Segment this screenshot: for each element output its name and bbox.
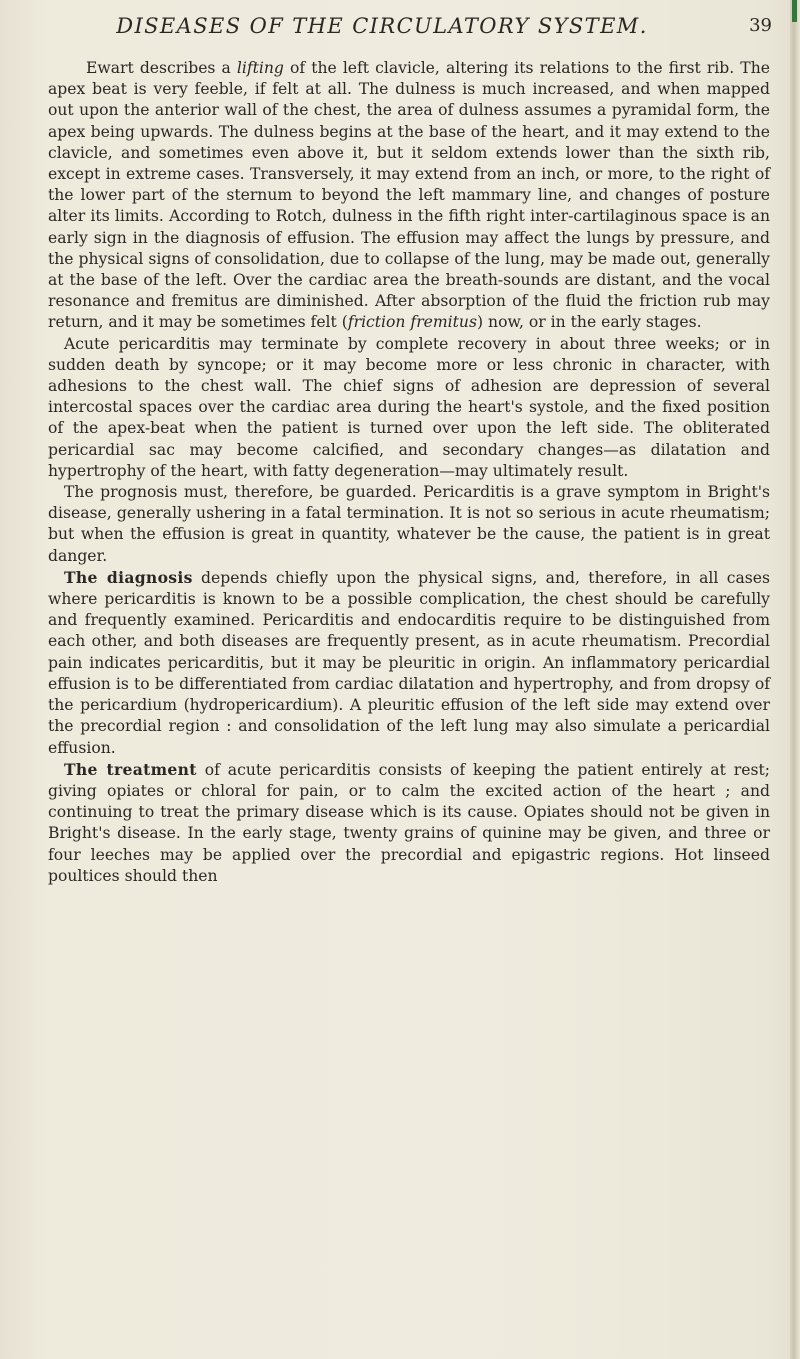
running-title: DISEASES OF THE CIRCULATORY SYSTEM. — [116, 14, 648, 38]
text-run: depends chiefly upon the physical signs, and, therefore, in all cases where pericarditis is known to be a possible complication, the chest should be carefully and frequently examined. Pericarditis and endocarditis require to be distinguished from each other, and both diseases are frequently present, as in acute rheumatism. Precordial pain indicates pericarditis, but it may be pleuritic in origin. An inflammatory pericardial effusion is to be differentiated from cardiac dilatation and hypertrophy, and from dropsy of the pericardium (hydropericardium). A pleuritic effusion of the left side may extend over the precordial region : and consolidation of the left lung may also simulate a pericardial effusion. — [48, 568, 770, 757]
term-treatment: The treatment — [64, 759, 197, 779]
text-run: of the left clavicle, altering its relations to the first rib. The apex beat is very feeble, if felt at all. The dulness is much increased, and when mapped out upon the anterior wall of the chest, the area of dulness assumes a pyramidal form, the apex being upwards. The dulness begins at the base of the heart, and it may extend to the clavicle, and sometimes even above it, but it seldom extends lower than the sixth rib, except in extreme cases. Transversely, it may extend from an inch, or more, to the right of the lower part of the sternum to beyond the left mammary line, and changes of posture alter its limits. According to Rotch, dulness in the fifth right inter-cartilaginous space is an early sign in the diagnosis of effusion. The effusion may affect the lungs by pressure, and the physical signs of consolidation, due to collapse of the lung, may be made out, generally at the base of the left. Over the cardiac area the breath-sounds are distant, and the vocal resonance and fremitus are diminished. After absorption of the fluid the friction rub may return, and it may be sometimes felt ( — [48, 59, 770, 332]
italic-lifting: lifting — [236, 59, 284, 77]
body-text — [48, 58, 770, 887]
paragraph-treatment — [48, 759, 770, 887]
italic-friction-fremitus: friction fremitus — [347, 313, 477, 332]
paragraph-diagnosis — [48, 567, 770, 759]
paragraph-prognosis: The prognosis must, therefore, be guarded. Pericarditis is a grave symptom in Bright's disease, generally ushering in a fatal termination. It is not so serious in acute rheumatism; but when the effusion is great in quantity, whatever be the cause, the patient is in great danger. — [48, 483, 770, 565]
edge-color-mark — [792, 0, 797, 22]
text-run: Ewart describes a — [86, 59, 237, 77]
running-head — [82, 6, 772, 46]
page-edge — [790, 0, 800, 1359]
text-run: ) now, or in the early stages. — [476, 313, 702, 332]
text-run: of acute pericarditis consists of keeping the patient entirely at rest; giving opiates or chloral for pain, or to calm the excited action of the heart ; and continuing to treat the primary disease which is its cause. Opiates should not be given in Bright's disease. In the early stage, twenty grains of quinine may be given, and three or four leeches may be applied over the precordial and epigastric regions. Hot linseed poultices should then — [48, 760, 770, 885]
paragraph-termination: Acute pericarditis may terminate by complete recovery in about three weeks; or in sudden death by syncope; or it may become more or less chronic in character, with adhesions to the chest wall. The chief signs of adhesion are depression of several intercostal spaces over the cardiac area during the heart's systole, and the fixed position of the apex-beat when the patient is turned over upon the left side. The obliterated pericardial sac may become calcified, and secondary changes—as dilatation and hypertrophy of the heart, with fatty degeneration—may ultimately result. — [48, 334, 770, 480]
page-number: 39 — [749, 15, 772, 36]
term-diagnosis: The diagnosis — [64, 567, 193, 587]
paragraph-ewart — [48, 58, 770, 334]
